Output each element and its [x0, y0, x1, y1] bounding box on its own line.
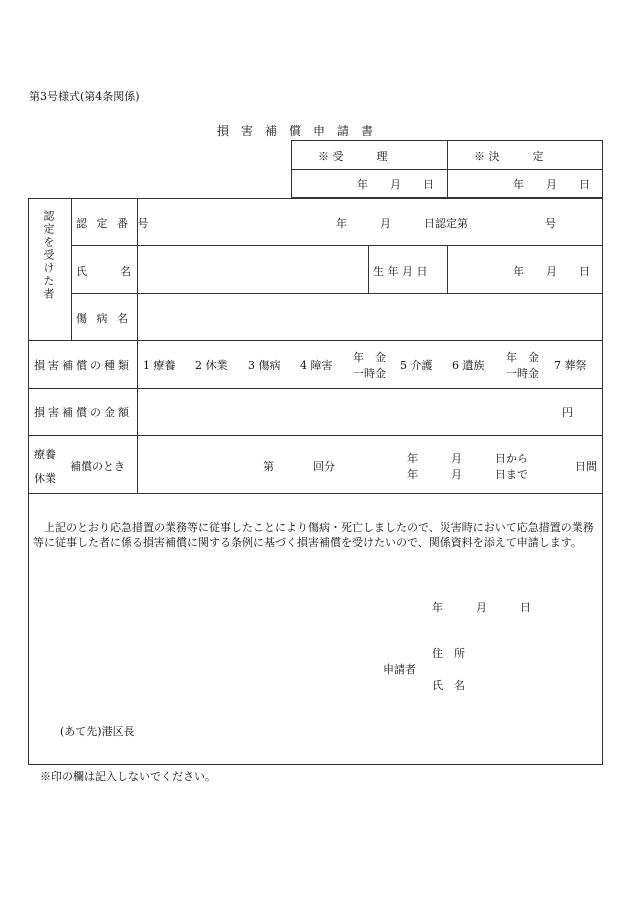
statement-date[interactable]: 年 月 日: [432, 601, 531, 614]
period-to[interactable]: 年 月 日まで: [407, 468, 528, 481]
comp-type-opt4[interactable]: 4 障害: [300, 359, 333, 372]
address-label: 住 所: [432, 647, 465, 660]
statement-text: 上記のとおり応急措置の業務等に従事したことにより傷病・死亡しましたので、災害時において応急措置の業務等に従事した者に係る損害補償に関する条例に基づく損害補償を受けたいので、関係資料を添えて申請します。: [33, 521, 594, 549]
person-section-label: 認定を受けた者: [42, 210, 55, 301]
footnote: ※印の欄は記入しないでください。: [40, 770, 216, 783]
comp-type-ichijikin[interactable]: 一時金: [353, 367, 386, 380]
comp-type-nenkin[interactable]: 年 金: [353, 351, 386, 364]
period-dai: 第: [263, 460, 274, 473]
applicant-label: 申請者: [383, 663, 416, 676]
cert-no-label: 認 定 番 号: [76, 217, 152, 230]
comp-type-label: 損害補償の種類: [34, 359, 132, 372]
applicant-name-label: 氏 名: [432, 679, 465, 692]
period-from[interactable]: 年 月 日から: [407, 452, 528, 465]
birth-value[interactable]: 年 月 日: [513, 265, 590, 278]
period-kaibun: 回分: [313, 460, 335, 473]
comp-type-nenkin2[interactable]: 年 金: [506, 351, 539, 364]
comp-type-opt6[interactable]: 6 遺族: [452, 359, 485, 372]
comp-type-opt7[interactable]: 7 葬祭: [554, 359, 587, 372]
name-label: 氏 名: [76, 265, 131, 278]
comp-type-opt2[interactable]: 2 休業: [195, 359, 228, 372]
amount-label: 損害補償の金額: [34, 406, 132, 419]
form-title: 損 害 補 償 申 請 書: [217, 124, 374, 138]
received-label: ※ 受 理: [318, 150, 388, 163]
received-date: 年 月 日: [357, 178, 434, 191]
birth-label: 生 年 月 日: [373, 265, 428, 278]
decision-date: 年 月 日: [513, 178, 590, 191]
comp-type-ichijikin2[interactable]: 一時金: [506, 367, 539, 380]
comp-type-opt5[interactable]: 5 介護: [400, 359, 433, 372]
period-label-right: 補償のとき: [70, 460, 125, 473]
form-id: 第3号様式(第4条関係): [29, 90, 140, 103]
comp-type-opt3[interactable]: 3 傷病: [248, 359, 281, 372]
cert-no-value[interactable]: 年 月 日認定第 号: [336, 217, 556, 230]
period-label-bottom: 休業: [34, 472, 56, 485]
period-label-top: 療養: [34, 448, 56, 461]
injury-label: 傷 病 名: [76, 312, 131, 325]
period-days: 日間: [575, 460, 597, 473]
decision-label: ※ 決 定: [474, 150, 544, 163]
amount-unit: 円: [562, 406, 573, 419]
addressee: (あて先)港区長: [60, 725, 135, 738]
comp-type-opt1[interactable]: 1 療養: [143, 359, 176, 372]
